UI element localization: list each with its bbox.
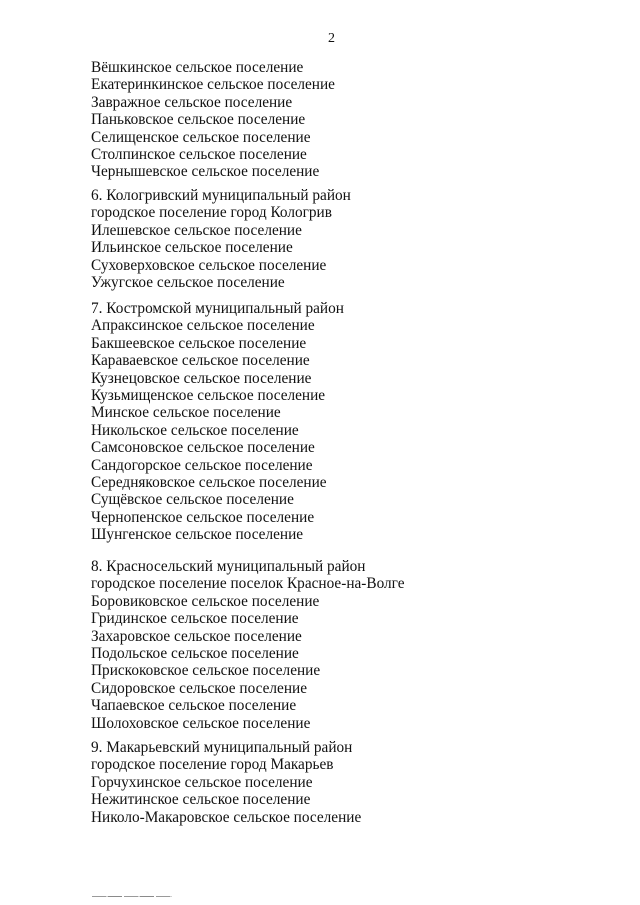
settlement-line: Караваевское сельское поселение xyxy=(91,352,310,370)
settlement-line: Гридинское сельское поселение xyxy=(91,610,299,628)
settlement-line: Апраксинское сельское поселение xyxy=(91,317,315,335)
district-heading: 8. Красносельский муниципальный район xyxy=(91,558,366,575)
settlement-line: Сандогорское сельское поселение xyxy=(91,456,313,474)
settlement-line: Боровиковское сельское поселение xyxy=(91,592,320,610)
settlement-line: Прискоковское сельское поселение xyxy=(91,662,321,680)
settlement-line: Захаровское сельское поселение xyxy=(91,627,302,645)
settlement-line: Вёшкинское сельское поселение xyxy=(91,59,304,76)
settlement-line: городское поселение город Макарьев xyxy=(91,756,334,774)
settlement-line: Ужугское сельское поселение xyxy=(91,274,285,292)
settlement-line: Горчухинское сельское поселение xyxy=(91,773,313,791)
settlement-line: Селищенское сельское поселение xyxy=(91,128,311,146)
settlement-line: Екатеринкинское сельское поселение xyxy=(91,76,335,94)
page-number: 2 xyxy=(328,31,335,46)
settlement-line: Нежитинское сельское поселение xyxy=(91,791,311,809)
district-heading: 6. Кологривский муниципальный район xyxy=(91,187,351,204)
settlement-line: Шолоховское сельское поселение xyxy=(91,714,311,732)
scan-artifact-line xyxy=(92,896,172,897)
district-6-kologrivsky xyxy=(91,187,351,291)
settlement-line: Середняковское сельское поселение xyxy=(91,474,327,492)
settlement-line: Илешевское сельское поселение xyxy=(91,221,302,239)
settlement-line: Сущёвское сельское поселение xyxy=(91,491,294,509)
settlement-line: Столпинское сельское поселение xyxy=(91,146,307,164)
settlement-line: Ильинское сельское поселение xyxy=(91,239,293,257)
settlement-list-continued xyxy=(91,59,335,181)
settlement-line: Минское сельское поселение xyxy=(91,404,281,422)
settlement-line: Кузнецовское сельское поселение xyxy=(91,369,312,387)
district-7-kostromskoy xyxy=(91,300,344,544)
settlement-line: Бакшеевское сельское поселение xyxy=(91,334,307,352)
district-9-makaryevsky xyxy=(91,739,361,826)
settlement-line: Завражное сельское поселение xyxy=(91,93,293,111)
settlement-line: Николо-Макаровское сельское поселение xyxy=(91,808,362,826)
settlement-line: Суховерховское сельское поселение xyxy=(91,256,327,274)
district-heading: 7. Костромской муниципальный район xyxy=(91,300,344,317)
settlement-line: Кузьмищенское сельское поселение xyxy=(91,387,326,405)
settlement-line: Паньковское сельское поселение xyxy=(91,111,306,129)
settlement-line: Чапаевское сельское поселение xyxy=(91,697,297,715)
settlement-line: Шунгенское сельское поселение xyxy=(91,526,304,544)
settlement-line: Самсоновское сельское поселение xyxy=(91,439,315,457)
district-8-krasnoselsky xyxy=(91,558,405,732)
settlement-line: Чернышевское сельское поселение xyxy=(91,163,320,181)
settlement-line: Чернопенское сельское поселение xyxy=(91,508,315,526)
settlement-line: Сидоровское сельское поселение xyxy=(91,679,307,697)
settlement-line: городское поселение поселок Красное-на-Волге xyxy=(91,575,405,593)
settlement-line: городское поселение город Кологрив xyxy=(91,204,332,222)
settlement-line: Никольское сельское поселение xyxy=(91,421,299,439)
settlement-line: Подольское сельское поселение xyxy=(91,645,299,663)
district-heading: 9. Макарьевский муниципальный район xyxy=(91,739,353,756)
